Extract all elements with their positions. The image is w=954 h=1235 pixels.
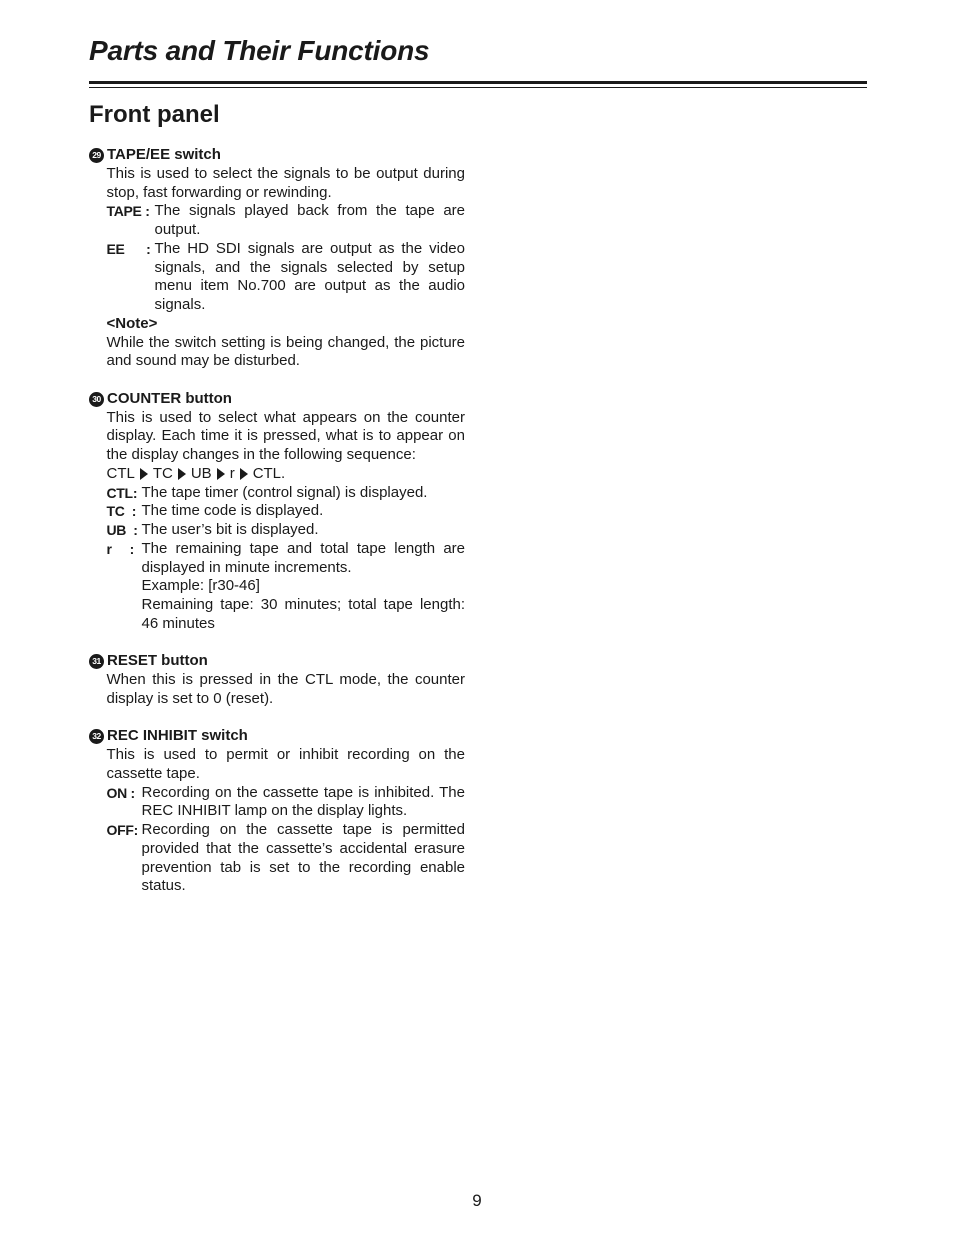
item-reset-button (89, 652, 465, 708)
definition-row (107, 240, 466, 315)
item-heading (89, 390, 465, 409)
item-intro: This is used to permit or inhibit recording on the cassette tape. (106, 746, 465, 782)
definition-description: Recording on the cassette tape is inhibited. The REC INHIBIT lamp on the display lights. (141, 783, 465, 820)
definition-description: The HD SDI signals are output as the video signals, and the signals selected by setup menu item No.700 are output as the audio signals. (154, 239, 465, 313)
item-title: COUNTER button (107, 389, 232, 407)
definition-term: ON : (106, 784, 135, 801)
definition-description: Recording on the cassette tape is permitted provided that the cassette’s accidental erasure prevention tab is set to the recording enable status. (141, 821, 465, 895)
arrow-right-icon (178, 468, 186, 480)
item-counter-button (89, 390, 465, 634)
sequence-step: CTL (106, 464, 135, 482)
sequence-step: UB (190, 464, 212, 482)
definition-term: r : (106, 540, 134, 557)
definition-term: TAPE : (106, 203, 150, 220)
item-heading (89, 652, 465, 671)
header-rule-thin (89, 87, 867, 88)
definition-text: The remaining tape and total tape length are displayed in minute increments. (141, 539, 465, 576)
note-label: <Note> (106, 314, 158, 332)
content-column (89, 146, 465, 915)
arrow-right-icon (240, 468, 248, 480)
sequence-step: TC (152, 464, 173, 482)
circled-number-icon: 32 (89, 729, 104, 744)
definition-row (107, 502, 466, 521)
note-text: While the switch setting is being changed, the picture and sound may be disturbed. (106, 333, 465, 370)
definition-row (107, 540, 466, 634)
definition-term: EE : (106, 240, 151, 257)
circled-number-icon: 30 (89, 392, 104, 407)
definition-row (107, 202, 466, 240)
definition-term: OFF: (106, 822, 138, 838)
item-body (89, 409, 465, 634)
item-tape-ee-switch (89, 146, 465, 371)
circled-number-icon: 31 (89, 654, 104, 669)
section-title: Front panel (89, 101, 220, 128)
definition-description: The time code is displayed. (141, 502, 324, 520)
definition-example-detail: Remaining tape: 30 minutes; total tape length: 46 minutes (141, 596, 465, 632)
sequence-step: CTL. (252, 464, 286, 482)
definition-term: TC : (106, 503, 137, 520)
sequence-step: r (229, 464, 235, 482)
item-body (89, 671, 465, 709)
definition-row (107, 784, 466, 822)
definition-example: Example: [r30-46] (141, 577, 260, 595)
item-title: TAPE/EE switch (107, 146, 221, 163)
page-title: Parts and Their Functions (89, 35, 430, 66)
definition-term: CTL: (106, 484, 138, 501)
definition-row (107, 484, 466, 503)
arrow-right-icon (140, 468, 148, 480)
item-heading (89, 727, 465, 746)
item-body (89, 165, 465, 371)
item-intro: This is used to select what appears on the counter display. Each time it is pressed, what is to appear on the display changes in the following sequence: (106, 408, 465, 463)
definition-description (142, 540, 466, 634)
definition-description: The user’s bit is displayed. (141, 521, 319, 538)
page-number: 9 (472, 1191, 482, 1210)
item-title: REC INHIBIT switch (107, 727, 248, 745)
item-intro: When this is pressed in the CTL mode, the counter display is set to 0 (reset). (106, 671, 465, 707)
item-rec-inhibit-switch (89, 727, 465, 896)
circled-number-icon: 29 (89, 148, 104, 163)
definition-term: UB : (106, 522, 138, 538)
definition-row (107, 521, 466, 540)
item-heading (89, 146, 465, 165)
item-body (89, 746, 465, 896)
arrow-right-icon (217, 468, 225, 480)
definition-row (107, 821, 466, 896)
item-intro: This is used to select the signals to be output during stop, fast forwarding or rewinding. (106, 164, 465, 201)
definition-description: The signals played back from the tape are output. (154, 202, 465, 238)
item-title: RESET button (107, 652, 208, 670)
header-rule-thick (89, 81, 867, 84)
definition-description: The tape timer (control signal) is displayed. (141, 483, 428, 501)
counter-sequence (107, 465, 466, 484)
